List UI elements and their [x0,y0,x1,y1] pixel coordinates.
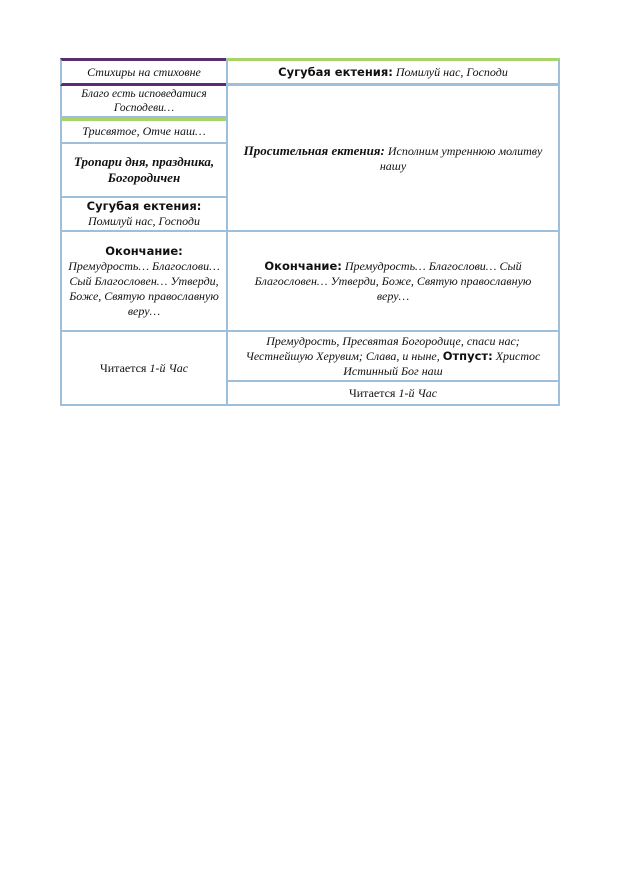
sugubaya-left-text: Помилуй нас, Господи [88,214,200,228]
cell-trisagion [60,118,228,144]
cell-sugubaya-left [60,198,228,232]
sugubaya-right-title: Сугубая ектения: [278,64,393,79]
hour-left-italic: 1-й Час [149,360,189,375]
ending-right-text: Премудрость… Благослови… Сый Благословен… Утверди, Боже, Святую православную веру… [254,258,532,303]
dismissal-title: Отпуст: [442,348,493,363]
cell-ending-left [60,232,228,332]
dismissal-post: Христос Истинный Бог наш [343,348,541,378]
cell-dismissal [226,332,560,382]
blago-text: Благо есть исповедатися Господеви… [81,88,207,114]
sugubaya-right-text: Помилуй нас, Господи [392,64,508,79]
cell-troparia [60,144,228,198]
cell-blago [60,86,228,118]
hour-left-prefix: Читается [99,360,150,375]
sugubaya-left-title: Сугубая ектения: [86,199,202,213]
cell-hour-right [226,382,560,406]
hour-right-italic: 1-й Час [398,385,438,400]
prositelnaya-title: Просительная ектения: [243,142,385,158]
ending-left-text: Премудрость… Благослови… Сый Благословен… Утверди, Боже, Святую православную веру… [68,258,220,318]
stichera-text: Стихиры на стиховне [87,64,201,79]
hour-right-prefix: Читается [348,385,399,400]
dismissal-pre: Премудрость, Пресвятая Богородице, спаси нас; Честнейшую Херувим; Слава, и ныне, [245,333,520,363]
ending-left-title: Окончание: [105,243,183,258]
cell-ending-right [226,232,560,332]
cell-prositelnaya [226,86,560,232]
cell-stichera [60,58,228,86]
cell-hour-left [60,332,228,406]
troparia-text: Тропари дня, праздника, Богородичен [73,154,215,185]
trisagion-text: Трисвятое, Отче наш… [82,124,206,138]
cell-sugubaya-right [226,58,560,86]
service-order-table [60,58,560,406]
prositelnaya-text: Исполним утреннюю молитву нашу [379,143,543,173]
ending-right-title: Окончание: [264,258,342,273]
